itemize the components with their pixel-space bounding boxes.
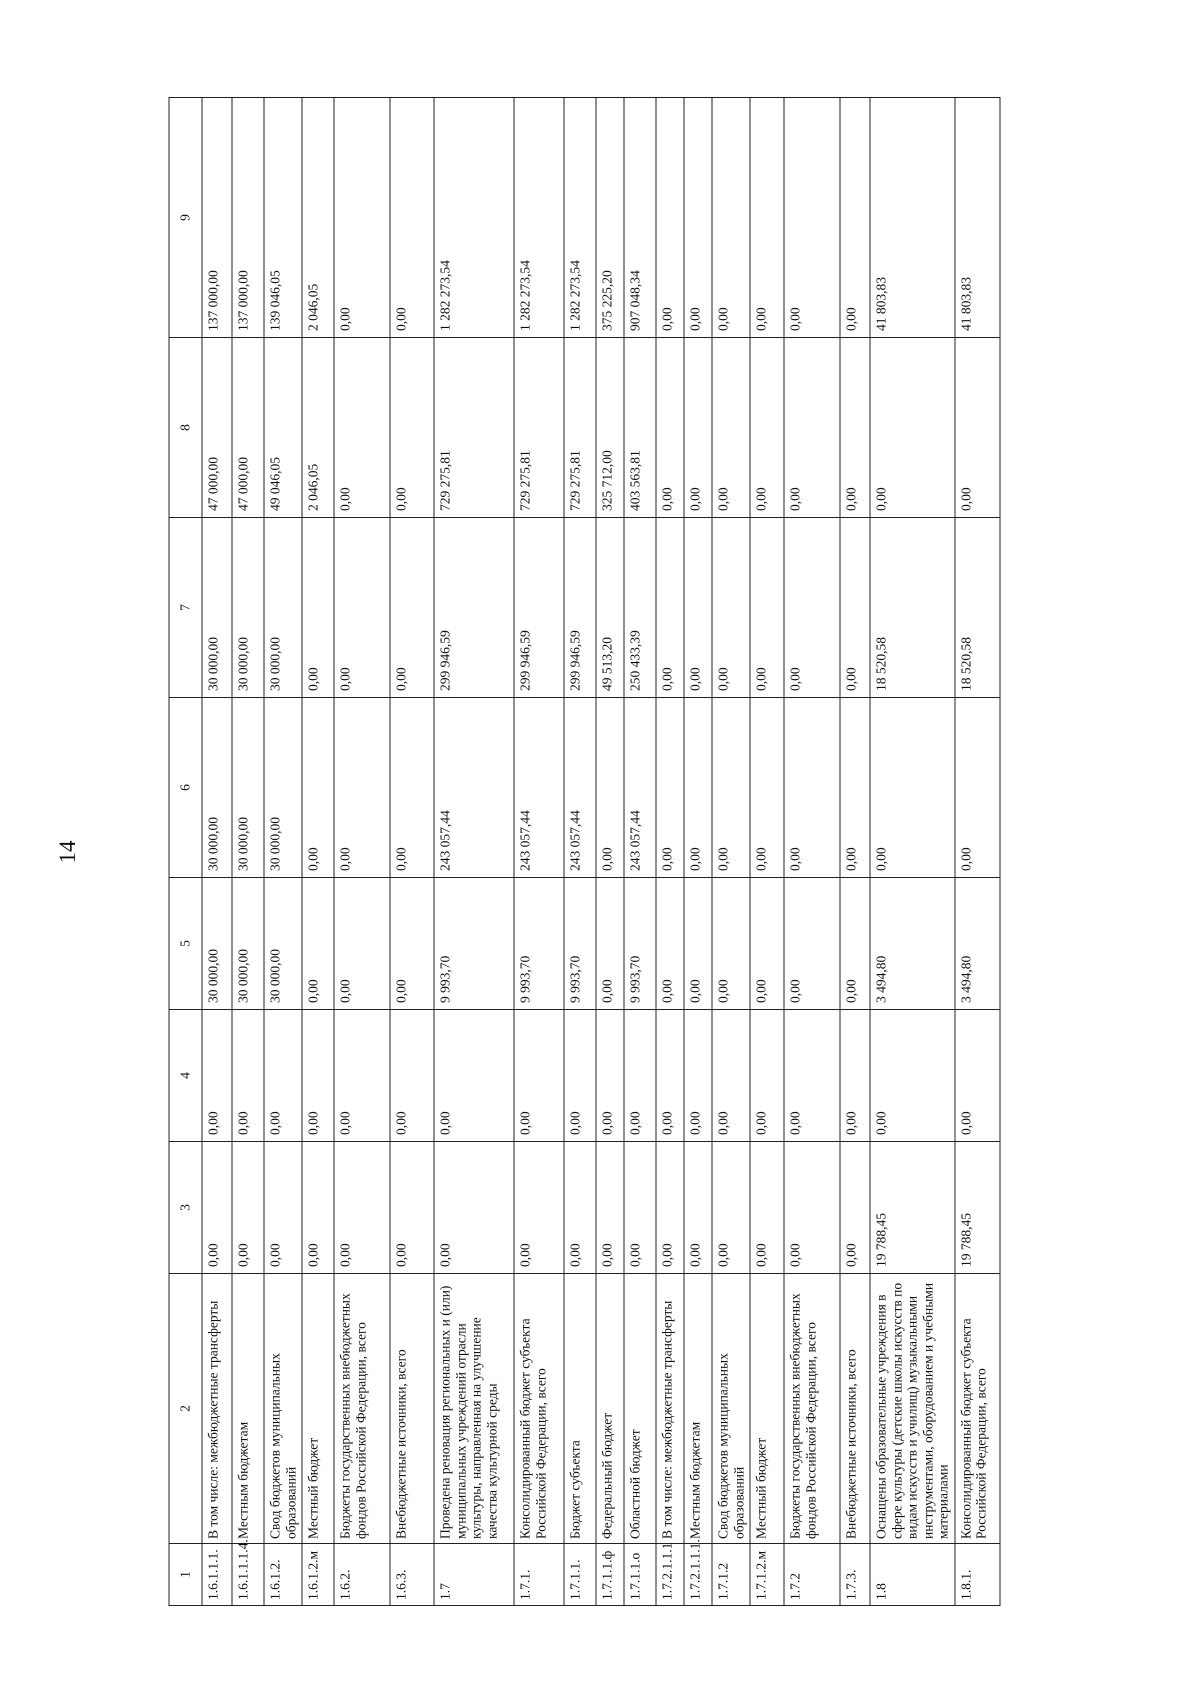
value-cell: 9 993,70: [434, 878, 514, 1010]
row-code-cell: 1.7.2.1.1.1: [656, 1544, 684, 1606]
row-name-cell: Свод бюджетов муниципальных образований: [264, 1274, 302, 1544]
table-row: [955, 98, 1000, 1606]
value-cell: 0,00: [684, 338, 712, 518]
value-cell: 0,00: [656, 338, 684, 518]
value-cell: 0,00: [390, 338, 434, 518]
row-name-cell: Местным бюджетам: [232, 1274, 264, 1544]
value-cell: 137 000,00: [202, 98, 232, 338]
table-row: [434, 98, 514, 1606]
value-cell: 0,00: [784, 518, 840, 698]
row-name-cell: Бюджеты государственных внебюджетных фондов Российской Федерации, всего: [784, 1274, 840, 1544]
row-name-cell: Бюджет субъекта: [564, 1274, 596, 1544]
value-cell: 1 282 273,54: [564, 98, 596, 338]
value-cell: 0,00: [656, 1010, 684, 1142]
value-cell: 9 993,70: [514, 878, 564, 1010]
value-cell: 0,00: [624, 1010, 656, 1142]
value-cell: 0,00: [514, 1010, 564, 1142]
row-code-cell: 1.6.1.1.1.4.: [232, 1544, 264, 1606]
value-cell: 0,00: [712, 698, 750, 878]
value-cell: 30 000,00: [232, 518, 264, 698]
row-code-cell: 1.7.1.: [514, 1544, 564, 1606]
row-name-cell: Местный бюджет: [302, 1274, 334, 1544]
value-cell: 0,00: [656, 98, 684, 338]
value-cell: 49 046,05: [264, 338, 302, 518]
row-code-cell: 1.6.1.2.: [264, 1544, 302, 1606]
value-cell: 0,00: [784, 698, 840, 878]
value-cell: 0,00: [870, 1010, 955, 1142]
value-cell: 0,00: [232, 1142, 264, 1274]
value-cell: 0,00: [390, 1142, 434, 1274]
value-cell: 0,00: [596, 1142, 624, 1274]
table-row: [656, 98, 684, 1606]
row-name-cell: Консолидированный бюджет субъекта Российской Федерации, всего: [955, 1274, 1000, 1544]
value-cell: 299 946,59: [434, 518, 514, 698]
row-name-cell: Местным бюджетам: [684, 1274, 712, 1544]
value-cell: 0,00: [870, 698, 955, 878]
value-cell: 41 803,83: [870, 98, 955, 338]
value-cell: 325 712,00: [596, 338, 624, 518]
column-header: 4: [169, 1010, 202, 1142]
value-cell: 0,00: [302, 878, 334, 1010]
value-cell: 3 494,80: [870, 878, 955, 1010]
value-cell: 0,00: [334, 698, 390, 878]
row-name-cell: Областной бюджет: [624, 1274, 656, 1544]
value-cell: 0,00: [684, 98, 712, 338]
value-cell: 0,00: [302, 1010, 334, 1142]
value-cell: 41 803,83: [955, 98, 1000, 338]
value-cell: 0,00: [870, 338, 955, 518]
table-row: [840, 98, 870, 1606]
budget-table: [169, 97, 1001, 1606]
page-number: 14: [55, 840, 80, 864]
table-row: [232, 98, 264, 1606]
table-row: [390, 98, 434, 1606]
row-name-cell: Проведена реновация региональных и (или) муниципальных учреждений отрасли культуры, направленная на улучшение качества культурной среды: [434, 1274, 514, 1544]
value-cell: 0,00: [712, 878, 750, 1010]
value-cell: 0,00: [390, 518, 434, 698]
table-row: [514, 98, 564, 1606]
value-cell: 299 946,59: [514, 518, 564, 698]
value-cell: 0,00: [684, 518, 712, 698]
value-cell: 0,00: [712, 518, 750, 698]
value-cell: 0,00: [712, 1142, 750, 1274]
value-cell: 0,00: [334, 878, 390, 1010]
value-cell: 403 563,81: [624, 338, 656, 518]
column-header: 9: [169, 98, 202, 338]
value-cell: 0,00: [750, 338, 784, 518]
value-cell: 243 057,44: [564, 698, 596, 878]
value-cell: 0,00: [264, 1010, 302, 1142]
value-cell: 0,00: [232, 1010, 264, 1142]
value-cell: 0,00: [656, 1142, 684, 1274]
value-cell: 0,00: [564, 1010, 596, 1142]
value-cell: 30 000,00: [264, 518, 302, 698]
value-cell: 2 046,05: [302, 338, 334, 518]
value-cell: 0,00: [514, 1142, 564, 1274]
value-cell: 139 046,05: [264, 98, 302, 338]
row-name-cell: Федеральный бюджет: [596, 1274, 624, 1544]
value-cell: 0,00: [784, 98, 840, 338]
value-cell: 1 282 273,54: [514, 98, 564, 338]
row-name-cell: Бюджеты государственных внебюджетных фондов Российской Федерации, всего: [334, 1274, 390, 1544]
value-cell: 0,00: [684, 878, 712, 1010]
value-cell: 0,00: [684, 698, 712, 878]
row-name-cell: Внебюджетные источники, всего: [390, 1274, 434, 1544]
table-row: [264, 98, 302, 1606]
table-row: [712, 98, 750, 1606]
row-code-cell: 1.7: [434, 1544, 514, 1606]
column-header: 7: [169, 518, 202, 698]
table-row: [784, 98, 840, 1606]
row-code-cell: 1.8.1.: [955, 1544, 1000, 1606]
value-cell: 18 520,58: [955, 518, 1000, 698]
value-cell: 250 433,39: [624, 518, 656, 698]
row-code-cell: 1.7.2: [784, 1544, 840, 1606]
table-row: [564, 98, 596, 1606]
value-cell: 47 000,00: [202, 338, 232, 518]
value-cell: 0,00: [334, 338, 390, 518]
row-code-cell: 1.7.1.2: [712, 1544, 750, 1606]
table-row: [624, 98, 656, 1606]
value-cell: 0,00: [784, 1142, 840, 1274]
value-cell: 0,00: [390, 698, 434, 878]
value-cell: 299 946,59: [564, 518, 596, 698]
column-header: 8: [169, 338, 202, 518]
value-cell: 19 788,45: [870, 1142, 955, 1274]
column-header: 6: [169, 698, 202, 878]
value-cell: 0,00: [390, 878, 434, 1010]
value-cell: 0,00: [596, 1010, 624, 1142]
value-cell: 729 275,81: [514, 338, 564, 518]
value-cell: 30 000,00: [202, 878, 232, 1010]
rotated-table-container: [169, 98, 1092, 1606]
value-cell: 9 993,70: [624, 878, 656, 1010]
value-cell: 243 057,44: [514, 698, 564, 878]
value-cell: 0,00: [840, 1142, 870, 1274]
value-cell: 30 000,00: [232, 698, 264, 878]
row-code-cell: 1.6.3.: [390, 1544, 434, 1606]
value-cell: 0,00: [264, 1142, 302, 1274]
value-cell: 0,00: [390, 98, 434, 338]
column-header: 1: [169, 1544, 202, 1606]
value-cell: 0,00: [712, 98, 750, 338]
row-code-cell: 1.7.2.1.1.1.: [684, 1544, 712, 1606]
value-cell: 375 225,20: [596, 98, 624, 338]
value-cell: 0,00: [564, 1142, 596, 1274]
value-cell: 0,00: [334, 98, 390, 338]
value-cell: 0,00: [784, 878, 840, 1010]
row-name-cell: Оснащены образовательные учреждения в сфере культуры (детские школы искусств по видам искусств и училищ) музыкальными инструментами, оборудованием и учебными материалами: [870, 1274, 955, 1544]
value-cell: 30 000,00: [264, 698, 302, 878]
value-cell: 0,00: [750, 98, 784, 338]
value-cell: 0,00: [955, 338, 1000, 518]
column-header: 3: [169, 1142, 202, 1274]
value-cell: 0,00: [334, 1010, 390, 1142]
value-cell: 0,00: [302, 518, 334, 698]
value-cell: 18 520,58: [870, 518, 955, 698]
value-cell: 0,00: [390, 1010, 434, 1142]
value-cell: 49 513,20: [596, 518, 624, 698]
value-cell: 137 000,00: [232, 98, 264, 338]
table-row: [202, 98, 232, 1606]
value-cell: 0,00: [684, 1010, 712, 1142]
value-cell: 0,00: [302, 1142, 334, 1274]
value-cell: 0,00: [334, 1142, 390, 1274]
value-cell: 0,00: [684, 1142, 712, 1274]
row-code-cell: 1.6.2.: [334, 1544, 390, 1606]
value-cell: 3 494,80: [955, 878, 1000, 1010]
value-cell: 0,00: [840, 98, 870, 338]
row-name-cell: Внебюджетные источники, всего: [840, 1274, 870, 1544]
value-cell: 0,00: [840, 878, 870, 1010]
value-cell: 0,00: [596, 878, 624, 1010]
value-cell: 729 275,81: [564, 338, 596, 518]
row-code-cell: 1.7.1.1.ф: [596, 1544, 624, 1606]
value-cell: 0,00: [784, 1010, 840, 1142]
value-cell: 0,00: [202, 1142, 232, 1274]
table-row: [750, 98, 784, 1606]
table-row: [596, 98, 624, 1606]
value-cell: 1 282 273,54: [434, 98, 514, 338]
header-row: [169, 98, 202, 1606]
table-row: [334, 98, 390, 1606]
row-code-cell: 1.7.3.: [840, 1544, 870, 1606]
row-code-cell: 1.7.1.1.: [564, 1544, 596, 1606]
value-cell: 30 000,00: [232, 878, 264, 1010]
row-code-cell: 1.7.1.1.о: [624, 1544, 656, 1606]
table-row: [684, 98, 712, 1606]
value-cell: 0,00: [656, 698, 684, 878]
row-code-cell: 1.7.1.2.м: [750, 1544, 784, 1606]
value-cell: 0,00: [302, 698, 334, 878]
value-cell: 729 275,81: [434, 338, 514, 518]
table-row: [302, 98, 334, 1606]
table-row: [870, 98, 955, 1606]
value-cell: 0,00: [656, 878, 684, 1010]
value-cell: 0,00: [434, 1142, 514, 1274]
value-cell: 9 993,70: [564, 878, 596, 1010]
row-name-cell: Местный бюджет: [750, 1274, 784, 1544]
value-cell: 0,00: [596, 698, 624, 878]
value-cell: 0,00: [750, 878, 784, 1010]
row-name-cell: Свод бюджетов муниципальных образований: [712, 1274, 750, 1544]
value-cell: 0,00: [840, 338, 870, 518]
value-cell: 243 057,44: [434, 698, 514, 878]
row-code-cell: 1.6.1.2.м: [302, 1544, 334, 1606]
value-cell: 2 046,05: [302, 98, 334, 338]
value-cell: 30 000,00: [202, 518, 232, 698]
row-name-cell: В том числе: межбюджетные трансферты: [656, 1274, 684, 1544]
value-cell: 907 048,34: [624, 98, 656, 338]
value-cell: 0,00: [840, 1010, 870, 1142]
row-name-cell: В том числе: межбюджетные трансферты: [202, 1274, 232, 1544]
value-cell: 0,00: [750, 1142, 784, 1274]
value-cell: 0,00: [202, 1010, 232, 1142]
value-cell: 0,00: [955, 698, 1000, 878]
value-cell: 30 000,00: [202, 698, 232, 878]
value-cell: 0,00: [712, 1010, 750, 1142]
row-name-cell: Консолидированный бюджет субъекта Российской Федерации, всего: [514, 1274, 564, 1544]
value-cell: 30 000,00: [264, 878, 302, 1010]
value-cell: 0,00: [784, 338, 840, 518]
value-cell: 0,00: [334, 518, 390, 698]
value-cell: 0,00: [624, 1142, 656, 1274]
column-header: 5: [169, 878, 202, 1010]
value-cell: 0,00: [712, 338, 750, 518]
row-code-cell: 1.6.1.1.1.: [202, 1544, 232, 1606]
value-cell: 0,00: [656, 518, 684, 698]
value-cell: 0,00: [750, 1010, 784, 1142]
value-cell: 0,00: [750, 698, 784, 878]
value-cell: 243 057,44: [624, 698, 656, 878]
value-cell: 19 788,45: [955, 1142, 1000, 1274]
row-code-cell: 1.8: [870, 1544, 955, 1606]
value-cell: 0,00: [434, 1010, 514, 1142]
value-cell: 47 000,00: [232, 338, 264, 518]
table-body: [202, 98, 1000, 1606]
column-header: 2: [169, 1274, 202, 1544]
value-cell: 0,00: [750, 518, 784, 698]
value-cell: 0,00: [955, 1010, 1000, 1142]
value-cell: 0,00: [840, 518, 870, 698]
value-cell: 0,00: [840, 698, 870, 878]
